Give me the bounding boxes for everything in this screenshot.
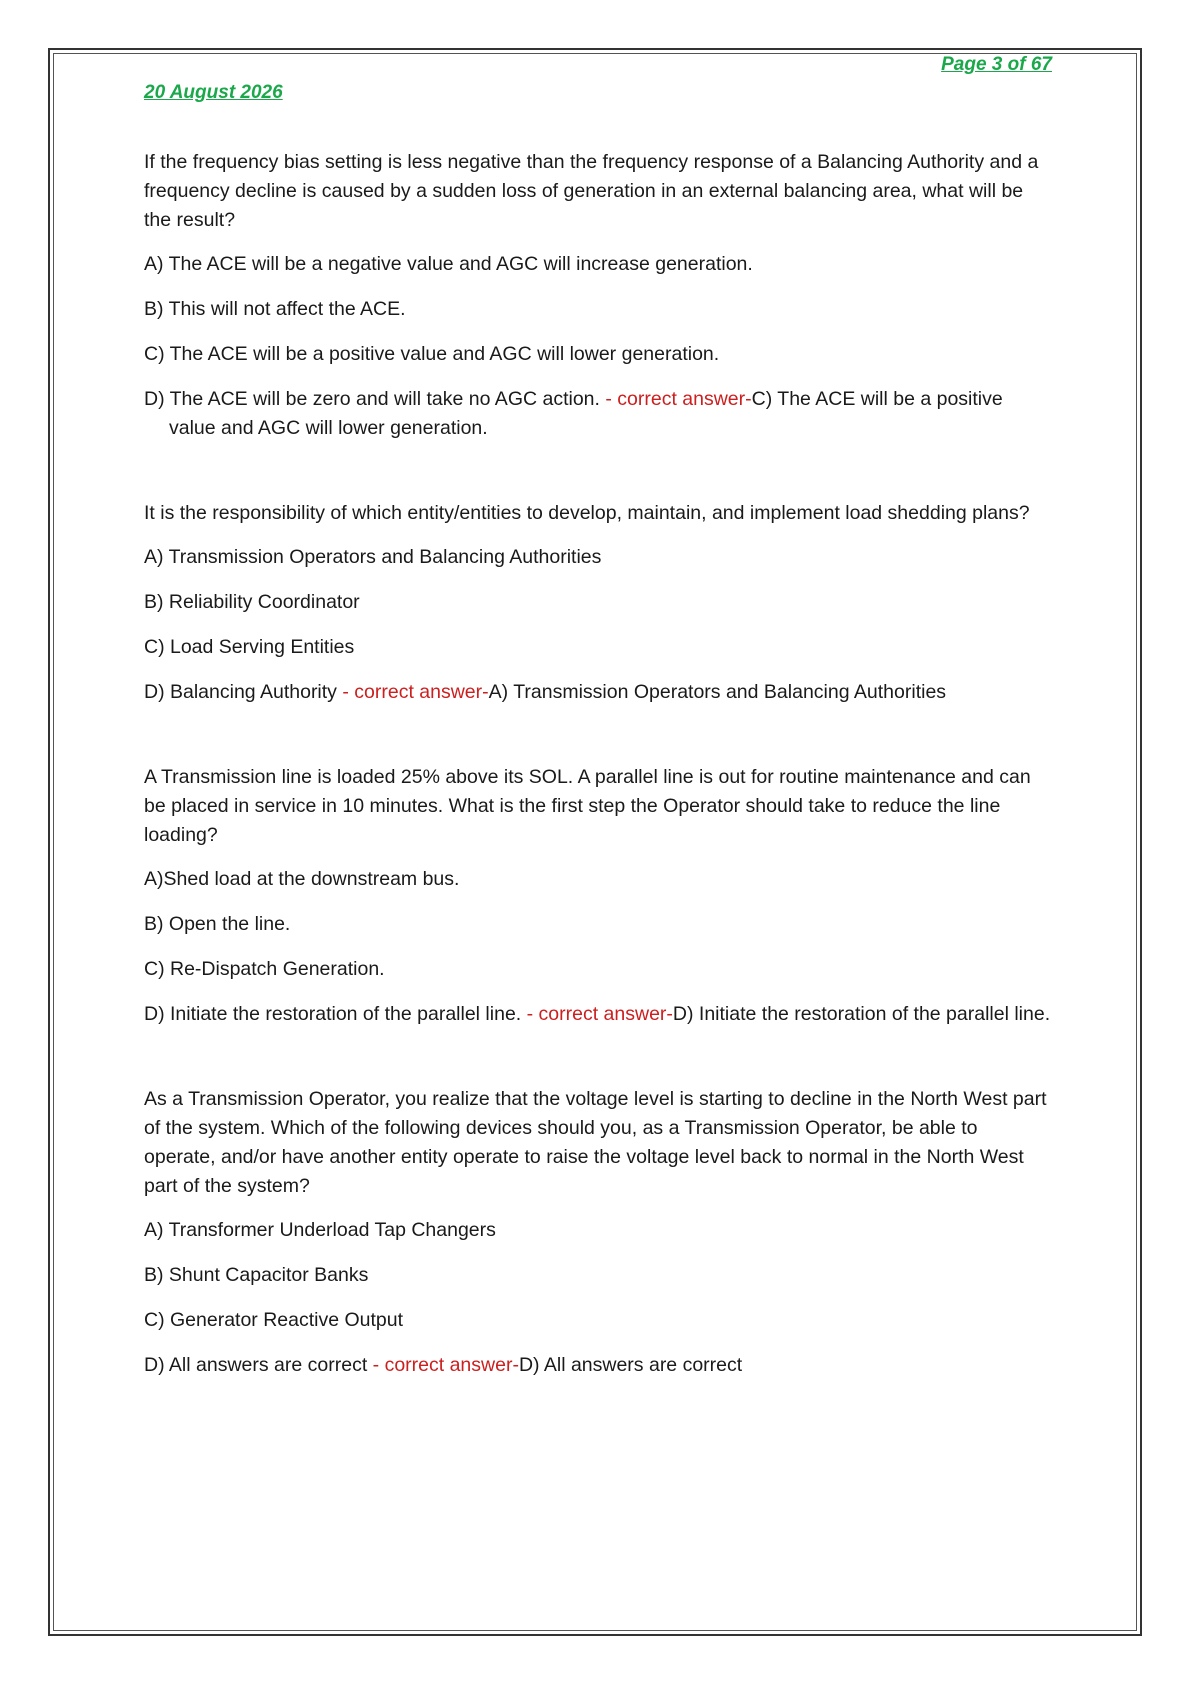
page-date: 20 August 2026	[144, 82, 283, 103]
option-c: C) The ACE will be a positive value and AGC will lower generation.	[144, 343, 720, 365]
option-d: D) The ACE will be zero and will take no AGC action.	[144, 388, 606, 410]
option-b: B) This will not affect the ACE.	[144, 298, 406, 320]
option-b: B) Shunt Capacitor Banks	[144, 1264, 369, 1286]
option-a: A) Transmission Operators and Balancing Authorities	[144, 546, 602, 568]
option-d-with-answer	[144, 678, 1054, 707]
question-3	[144, 763, 1054, 1029]
option-a: A)Shed load at the downstream bus.	[144, 868, 460, 890]
option-d-with-answer	[144, 1000, 1054, 1029]
question-text: It is the responsibility of which entity/entities to develop, maintain, and implement load shedding plans?	[144, 502, 1030, 524]
correct-answer-text: D) Initiate the restoration of the parallel line.	[672, 1003, 1051, 1025]
correct-answer-text: A) Transmission Operators and Balancing Authorities	[488, 681, 947, 703]
option-a: A) Transformer Underload Tap Changers	[144, 1219, 496, 1241]
option-d: D) All answers are correct	[144, 1354, 373, 1376]
correct-answer-marker: - correct answer-	[342, 681, 489, 703]
option-b: B) Reliability Coordinator	[144, 591, 360, 613]
question-list	[144, 148, 1054, 1380]
question-1	[144, 148, 1054, 443]
page-number: Page 3 of 67	[941, 54, 1052, 75]
option-d: D) Balancing Authority	[144, 681, 343, 703]
option-b: B) Open the line.	[144, 913, 291, 935]
option-c: C) Generator Reactive Output	[144, 1309, 404, 1331]
question-text: As a Transmission Operator, you realize that the voltage level is starting to decline in the North West part of the system. Which of the following devices should you, as a Transmission Operator, be able to operate, and/or have another entity operate to raise the voltage level back to normal in the North West part of the system?	[144, 1088, 1047, 1197]
option-d-with-answer	[144, 1351, 1054, 1380]
option-c: C) Load Serving Entities	[144, 636, 355, 658]
option-d-with-answer	[144, 385, 1054, 443]
option-d: D) Initiate the restoration of the parallel line.	[144, 1003, 527, 1025]
correct-answer-text: C) The ACE will be a positive value and AGC will lower generation.	[169, 388, 1003, 439]
question-4	[144, 1085, 1054, 1380]
correct-answer-marker: - correct answer-	[605, 388, 752, 410]
question-2	[144, 499, 1054, 707]
correct-answer-text: D) All answers are correct	[518, 1354, 743, 1376]
correct-answer-marker: - correct answer-	[372, 1354, 519, 1376]
option-c: C) Re-Dispatch Generation.	[144, 958, 385, 980]
question-text: If the frequency bias setting is less negative than the frequency response of a Balancing Authority and a frequency decline is caused by a sudden loss of generation in an external balancing area, what will be the result?	[144, 151, 1039, 231]
correct-answer-marker: - correct answer-	[526, 1003, 673, 1025]
option-a: A) The ACE will be a negative value and AGC will increase generation.	[144, 253, 753, 275]
question-text: A Transmission line is loaded 25% above its SOL. A parallel line is out for routine maintenance and can be placed in service in 10 minutes. What is the first step the Operator should take to reduce the line loading?	[144, 766, 1031, 846]
